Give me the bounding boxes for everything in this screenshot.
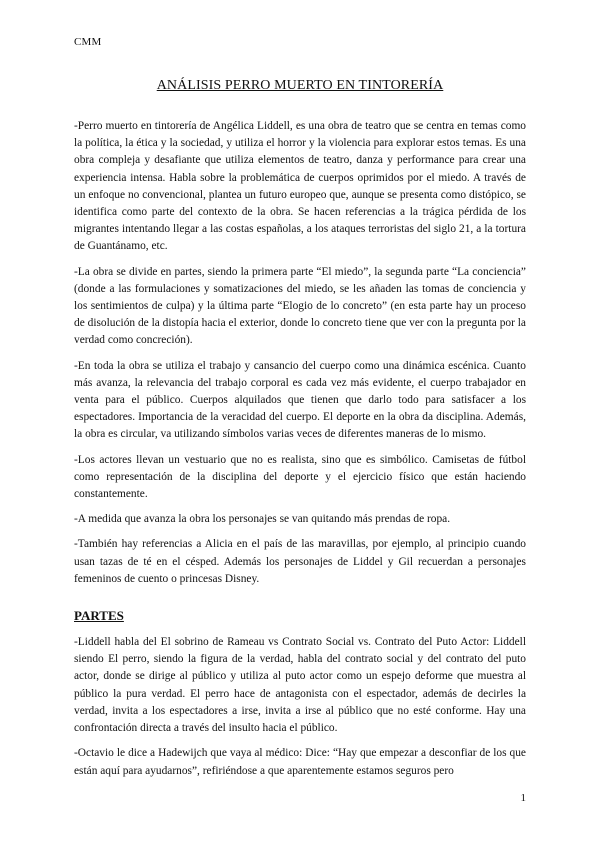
paragraph-structure: -La obra se divide en partes, siendo la primera parte “El miedo”, la segunda parte “La conciencia” (donde a las formulaciones y somatizaciones del miedo, se les añaden las tomas de conciencia y los sentimientos de culpa) y la última parte “Elogio de lo concreto” (en esta parte hay un proceso de disolución de la distopía hacia el exterior, donde lo concreto tiene que ver con la pregunta por la verdad como concreción). <box>74 265 526 347</box>
paragraph-octavio: -Octavio le dice a Hadewijch que vaya al médico: Dice: “Hay que empezar a desconfiar de los que están aquí para ayudarnos”, refiriéndose a que aparentemente estamos seguros pero <box>74 747 526 777</box>
paragraph-intro: -Perro muerto en tintorería de Angélica Liddell, es una obra de teatro que se centra en temas como la política, la ética y la sociedad, y utiliza el horror y la violencia para explorar estos temas. Es una obra compleja y desafiante que utiliza elementos de teatro, danza y performance para crear una experiencia intensa. Habla sobre la problemática de cuerpos oprimidos por el miedo. A través de un enfoque no convencional, plantea un futuro europeo que, aunque se presenta como distópico, se identifica como parte del contexto de la obra. Se hacen referencias a la trágica pérdida de los migrantes intentando llegar a las costas españolas, a los ataques terroristas del siglo 21, a la tortura de Guantánamo, etc. <box>74 120 526 253</box>
paragraph-costume: -Los actores llevan un vestuario que no es realista, sino que es simbólico. Camisetas de fútbol como representación de la disciplina del deporte y el ejercicio físico que están haciendo constantemente. <box>74 453 526 501</box>
section-heading-partes: PARTES <box>74 608 124 624</box>
document-title: ANÁLISIS PERRO MUERTO EN TINTORERÍA <box>156 78 444 93</box>
paragraph-liddell: -Liddell habla del El sobrino de Rameau vs Contrato Social vs. Contrato del Puto Actor: Liddell siendo El perro, siendo la figura de la verdad, habla del contrato social y del contrato del puto actor, donde se dirige al público y utiliza al puto actor como un espejo deforme que muestra al público la pura verdad. El perro hace de antagonista con el espectador, además de decirles la verdad, invita a los espectadores a irse, invita a irse al público que no esté conforme. Hay una confrontación directa a través del insulto hacia el público. <box>74 636 526 735</box>
page-number: 1 <box>520 792 526 804</box>
paragraph-clothing: -A medida que avanza la obra los personajes se van quitando más prendas de ropa. <box>74 513 451 526</box>
paragraph-body-work: -En toda la obra se utiliza el trabajo y cansancio del cuerpo como una dinámica escénica. Cuanto más avanza, la relevancia del trabajo corporal es cada vez más evidente, el cuerpo trabajador en venta para el público. Cuerpos alquilados que tienen que darlo todo para satisfacer a los espectadores. Importancia de la veracidad del cuerpo. El deporte en la obra da disciplina. Además, la obra es circular, va utilizando símbolos varias veces de diferentes maneras de lo mismo. <box>74 359 526 441</box>
paragraph-references: -También hay referencias a Alicia en el país de las maravillas, por ejemplo, al principio cuando usan tazas de té en el césped. Además los personajes de Liddel y Gil recuerdan a personajes femeninos de cuento o princesas Disney. <box>74 538 526 585</box>
document-body <box>74 118 526 788</box>
header-initials: CMM <box>74 36 102 48</box>
